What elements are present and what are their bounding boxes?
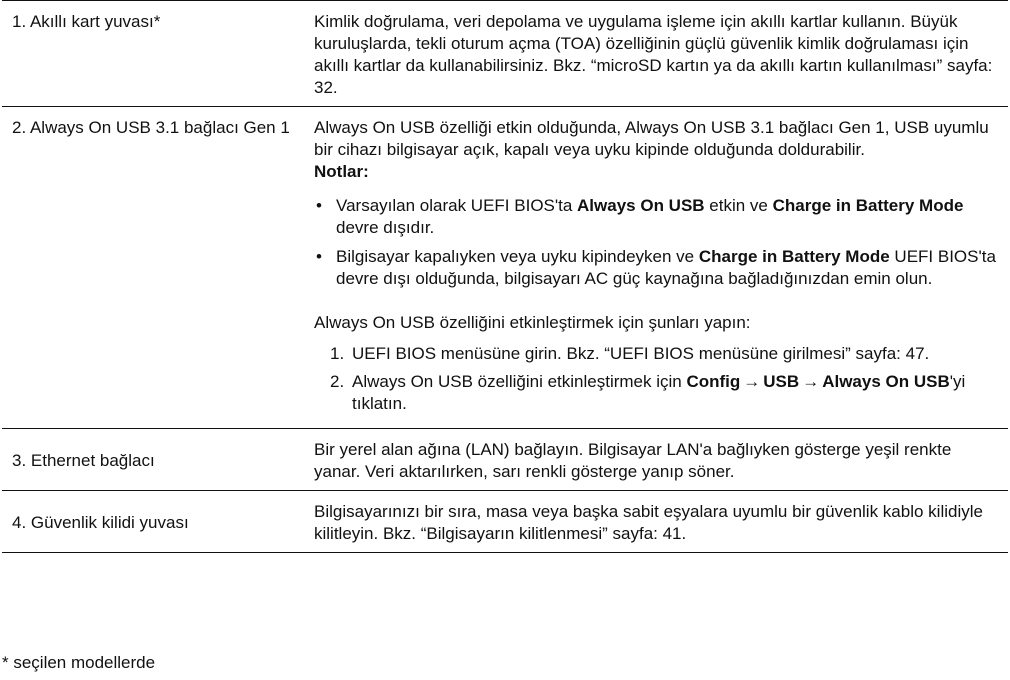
table-row	[2, 491, 1008, 553]
note-text: etkin ve	[704, 196, 773, 215]
steps-list	[330, 343, 998, 415]
step-text: Always On USB özelliğini etkinleştirmek için	[352, 372, 687, 391]
row-description	[302, 107, 1008, 428]
table-row	[2, 107, 1008, 429]
instructions-text: Always On USB özelliğini etkinleştirmek için şunları yapın:	[314, 313, 751, 332]
row-description	[302, 491, 1008, 552]
description-text: Bilgisayarınızı bir sıra, masa veya başka sabit eşyalara uyumlu bir güvenlik kablo kilidiyle kilitleyin. Bkz. “Bilgisayarın kilitlenmesi” sayfa: 41.	[314, 502, 983, 543]
note-text: Varsayılan olarak UEFI BIOS'ta	[336, 196, 578, 215]
notes-heading: Notlar:	[314, 162, 369, 181]
row-label: 4. Güvenlik kilidi yuvası	[12, 513, 189, 532]
row-label: 1. Akıllı kart yuvası*	[12, 12, 161, 31]
table-row	[2, 429, 1008, 491]
footnote: * seçilen modellerde	[2, 653, 156, 672]
connector-table	[2, 0, 1008, 553]
note-bold: Charge in Battery Mode	[772, 196, 964, 215]
description-text: Always On USB özelliği etkin olduğunda, Always On USB 3.1 bağlacı Gen 1, USB uyumlu bir cihazı bilgisayar açık, kapalı veya uyku kipinde olduğunda doldurabilir.	[314, 118, 989, 159]
note-item	[314, 246, 998, 290]
menu-path-config: Config	[686, 372, 741, 391]
note-text: devre dışıdır.	[336, 218, 435, 237]
step-item	[330, 371, 998, 415]
menu-path-always-on-usb: Always On USB	[822, 372, 950, 391]
step-number: 2.	[330, 372, 345, 391]
table-row	[2, 0, 1008, 107]
menu-path-usb: USB	[763, 372, 800, 391]
step-item	[330, 343, 998, 365]
notes-list	[314, 195, 998, 290]
step-number: 1.	[330, 344, 345, 363]
note-bold: Charge in Battery Mode	[698, 247, 890, 266]
note-text: UEFI BIOS'ta devre dışı olduğunda, bilgisayarı AC güç kaynağına bağladığınızdan emin olun.	[336, 247, 996, 288]
step-text: UEFI BIOS menüsüne girin. Bkz. “UEFI BIOS menüsüne girilmesi” sayfa: 47.	[352, 344, 930, 363]
note-text: Bilgisayar kapalıyken veya uyku kipindeyken ve	[336, 247, 699, 266]
note-item	[314, 195, 998, 239]
note-bold: Always On USB	[577, 196, 705, 215]
description-text: Bir yerel alan ağına (LAN) bağlayın. Bilgisayar LAN'a bağlıyken gösterge yeşil renkte yanar. Veri aktarılırken, sarı renkli gösterge yanıp söner.	[314, 440, 952, 481]
row-label: 2. Always On USB 3.1 bağlacı Gen 1	[12, 118, 290, 137]
step-text: 'yi tıklatın.	[352, 372, 966, 413]
row-label: 3. Ethernet bağlacı	[12, 451, 155, 470]
right-arrow-icon: →	[802, 372, 820, 391]
right-arrow-icon: →	[743, 372, 761, 391]
row-description	[302, 429, 1008, 490]
row-description	[302, 1, 1008, 106]
description-text: Kimlik doğrulama, veri depolama ve uygulama işleme için akıllı kartlar kullanın. Büyük kuruluşlarda, tekli oturum açma (TOA) özelliğinin güçlü güvenlik kimlik doğrulaması için akıllı kartlar da kullanabilirsiniz. Bkz. “microSD kartın ya da akıllı kartın kullanılması” sayfa: 32.	[314, 12, 993, 97]
